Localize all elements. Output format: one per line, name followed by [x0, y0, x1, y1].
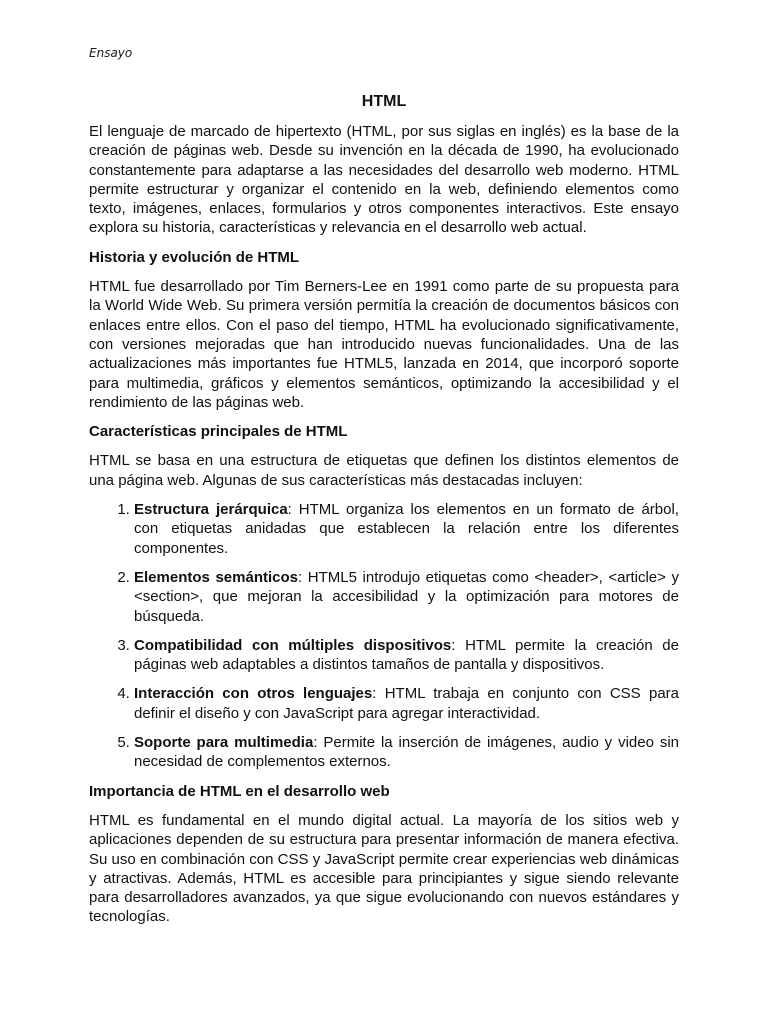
list-item-text: : HTML trabaja en conjunto con CSS para definir el diseño y con JavaScript para agregar interactividad. [134, 685, 679, 722]
section-heading-importance: Importancia de HTML en el desarrollo web [89, 782, 390, 800]
list-item [134, 733, 679, 772]
section-heading-history: Historia y evolución de HTML [89, 248, 300, 266]
list-item-text: : HTML permite la creación de páginas web adaptables a distintos tamaños de pantalla y dispositivos. [134, 636, 679, 674]
list-item-text: : HTML5 introdujo etiquetas como <header>, <article> y <section>, que mejoran la accesibilidad y la optimización para motores de búsqueda. [134, 568, 680, 625]
list-item-term: Elementos semánticos [134, 568, 298, 586]
list-item [134, 568, 679, 626]
intro-paragraph: El lenguaje de marcado de hipertexto (HTML, por sus siglas en inglés) es la base de la creación de páginas web. Desde su invención en la década de 1990, ha evolucionado constantemente para adaptarse a las necesidades del desarrollo web moderno. HTML permite estructurar y organizar el contenido en la web, definiendo elementos como texto, imágenes, enlaces, formularios y otros componentes interactivos. Este ensayo explora su historia, características y relevancia en el desarrollo web actual. [89, 123, 679, 237]
section-paragraph-importance: HTML es fundamental en el mundo digital actual. La mayoría de los sitios web y aplicaciones dependen de su estructura para presentar información de manera efectiva. Su uso en combinación con CSS y JavaScript permite crear experiencias web dinámicas y atractivas. Además, HTML es accesible para principiantes y sigue siendo relevante para desarrolladores avanzados, ya que sigue evolucionando con nuevos estándares y tecnologías. [89, 811, 679, 926]
list-item-term: Soporte para multimedia [134, 734, 314, 752]
list-item-term: Compatibilidad con múltiples dispositivos [134, 636, 452, 654]
document-title: HTML [361, 93, 407, 110]
list-item [134, 636, 679, 675]
features-list [89, 500, 679, 772]
section-paragraph-features: HTML se basa en una estructura de etiquetas que definen los distintos elementos de una página web. Algunas de sus características más destacadas incluyen: [89, 452, 679, 489]
list-item [134, 500, 679, 558]
list-item-text: : Permite la inserción de imágenes, audio y video sin necesidad de complementos externos. [134, 734, 679, 771]
list-item-term: Interacción con otros lenguajes [134, 685, 373, 703]
section-heading-features: Características principales de HTML [89, 423, 348, 441]
list-item-text: : HTML organiza los elementos en un formato de árbol, con etiquetas anidadas que establecen la relación entre los diferentes componentes. [134, 501, 679, 557]
list-item-term: Estructura jerárquica [134, 501, 288, 519]
document-body [89, 92, 679, 937]
section-paragraph-history: HTML fue desarrollado por Tim Berners-Lee en 1991 como parte de su propuesta para la World Wide Web. Su primera versión permitía la creación de documentos básicos con enlaces entre ellos. Con el paso del tiempo, HTML ha evolucionado significativamente, con versiones mejoradas que han introducido nuevas funcionalidades. Una de las actualizaciones más importantes fue HTML5, lanzada en 2014, que incorporó soporte para multimedia, gráficos y elementos semánticos, optimizando la accesibilidad y el rendimiento de las páginas web. [89, 278, 679, 411]
page-header-label: Ensayo [89, 46, 133, 60]
list-item [134, 684, 679, 723]
